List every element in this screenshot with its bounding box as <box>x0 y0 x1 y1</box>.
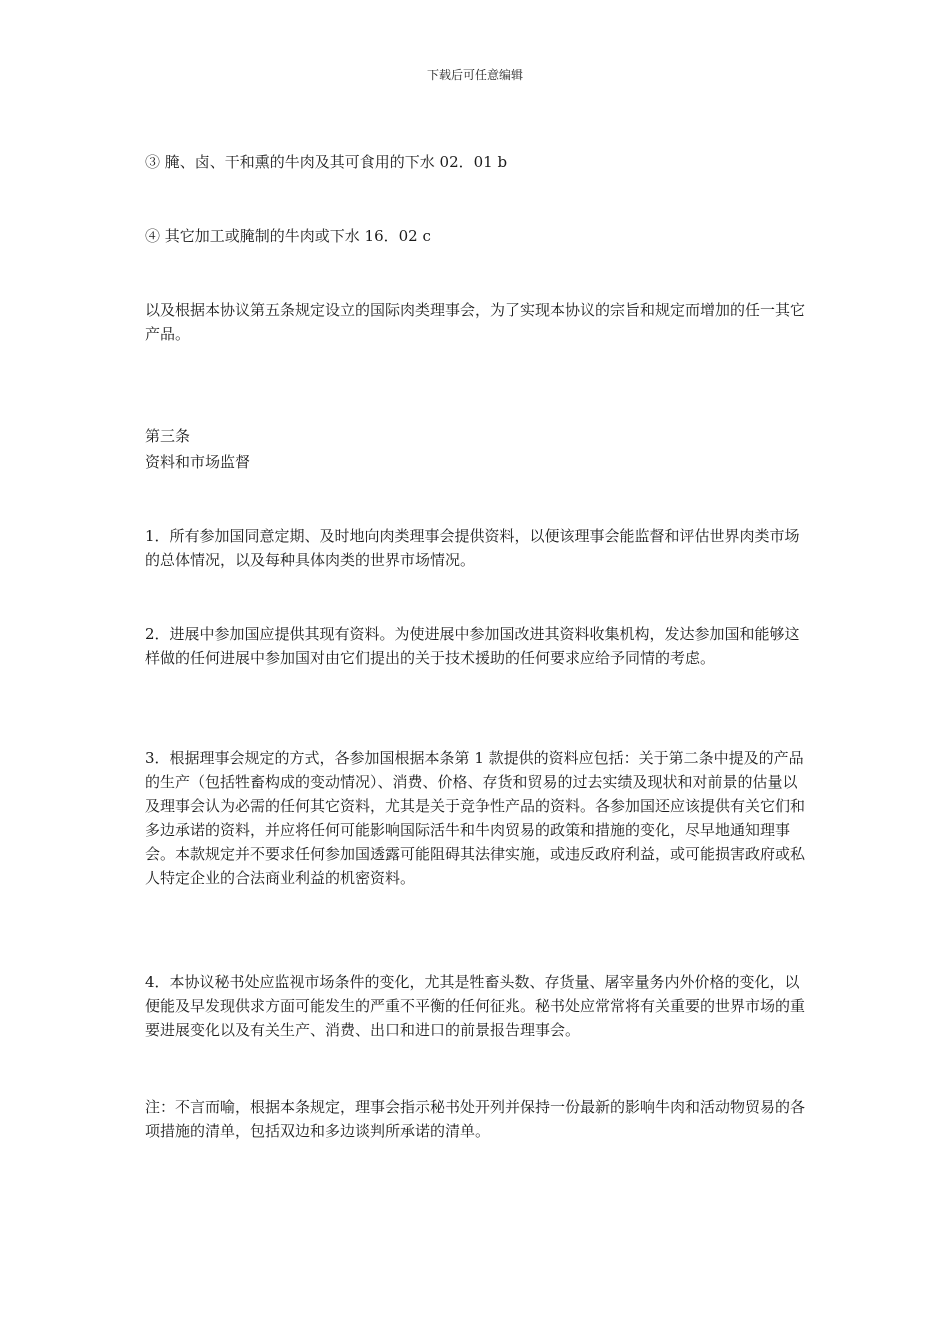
list-item-3: ③ 腌、卤、干和熏的牛肉及其可食用的下水 02．01 b <box>145 153 508 171</box>
list-item-4: ④ 其它加工或腌制的牛肉或下水 16．02 c <box>145 227 431 245</box>
article-number: 第三条 <box>145 427 191 445</box>
article-title: 资料和市场监督 <box>145 453 251 471</box>
paragraph-other-products: 以及根据本协议第五条规定设立的国际肉类理事会，为了实现本协议的宗旨和规定而增加的任一其它产品。 <box>145 301 806 343</box>
clause-4: 4．本协议秘书处应监视市场条件的变化，尤其是牲畜头数、存货量、屠宰量务内外价格的变化，以便能及早发现供求方面可能发生的严重不平衡的任何征兆。秘书处应常常将有关重要的世界市场的重要进展变化以及有关生产、消费、出口和进口的前景报告理事会。 <box>145 973 806 1039</box>
clause-3: 3．根据理事会规定的方式，各参加国根据本条第 1 款提供的资料应包括：关于第二条中提及的产品的生产（包括牲畜构成的变动情况）、消费、价格、存货和贸易的过去实绩及现状和对前景的估量以及理事会认为必需的任何其它资料，尤其是关于竞争性产品的资料。各参加国还应该提供有关它们和多边承诺的资料，并应将任何可能影响国际活牛和牛肉贸易的政策和措施的变化，尽早地通知理事会。本款规定并不要求任何参加国透露可能阻碍其法律实施，或违反政府利益，或可能损害政府或私人特定企业的合法商业利益的机密资料。 <box>145 749 806 887</box>
note-paragraph: 注：不言而喻，根据本条规定，理事会指示秘书处开列并保持一份最新的影响牛肉和活动物贸易的各项措施的清单，包括双边和多边谈判所承诺的清单。 <box>145 1098 806 1140</box>
clause-1: 1．所有参加国同意定期、及时地向肉类理事会提供资料，以便该理事会能监督和评估世界肉类市场的总体情况，以及每种具体肉类的世界市场情况。 <box>145 527 800 569</box>
page-header: 下载后可任意编辑 <box>426 68 523 82</box>
clause-2: 2．进展中参加国应提供其现有资料。为使进展中参加国改进其资料收集机构，发达参加国和能够这样做的任何进展中参加国对由它们提出的关于技术援助的任何要求应给予同情的考虑。 <box>145 625 800 667</box>
